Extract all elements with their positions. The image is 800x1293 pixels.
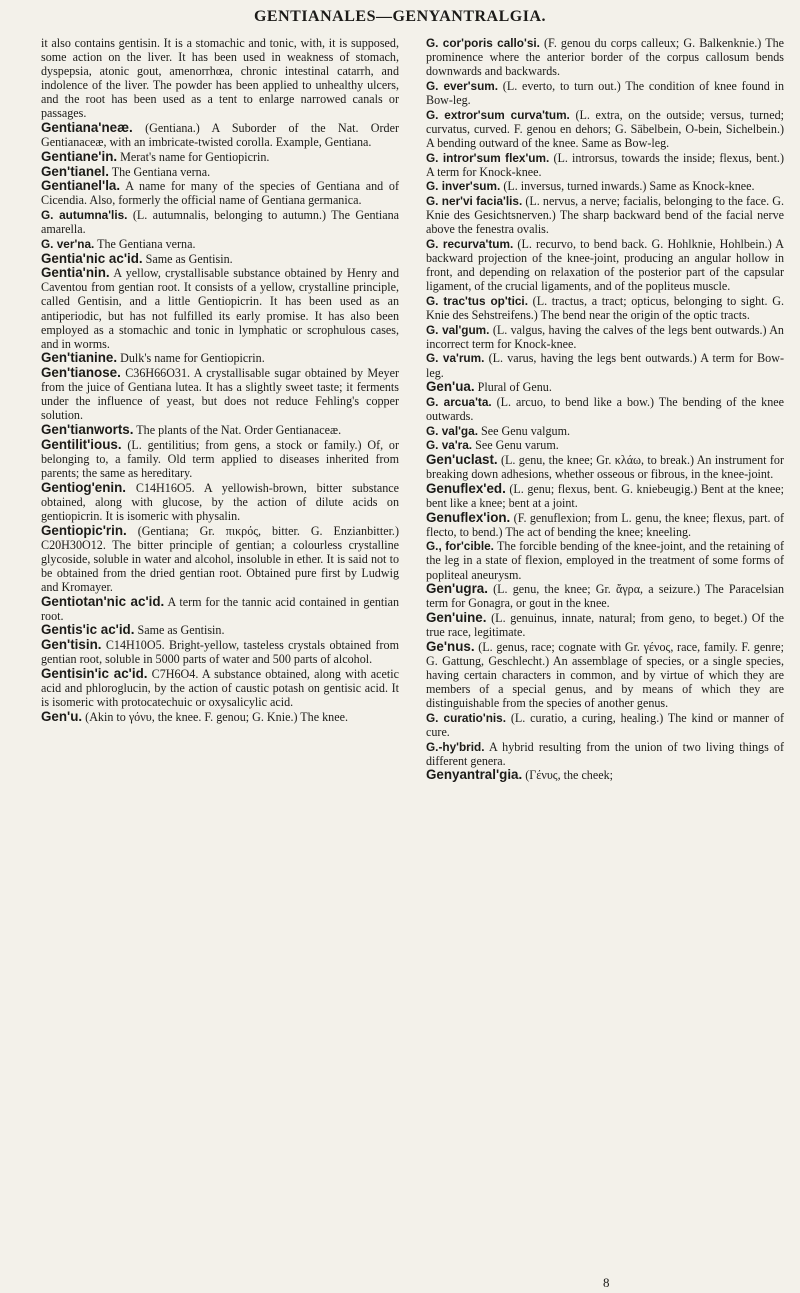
entry-definition: A name for many of the species of Gentiana and of Cicendia. Also, formerly the official name of Gentiana germanica. <box>41 179 399 208</box>
entry-headword: G.-hy'brid. <box>426 739 485 754</box>
entry-headword: G. ver'na. <box>41 236 95 251</box>
entry-headword: G. intror'sum flex'um. <box>426 150 550 165</box>
entry-definition: Same as Gentisin. <box>137 623 225 638</box>
entry-definition: The Gentiana verna. <box>97 236 196 251</box>
entry-definition: Same as Gentisin. <box>145 251 233 266</box>
dictionary-entry <box>41 237 399 251</box>
entry-definition: Dulk's name for Gentiopicrin. <box>120 351 265 366</box>
entry-definition: (Gentiana; Gr. πικρός, bitter. G. Enzianbitter.) C20H30O12. The bitter principle of gentian; a colourless crystalline glycoside, soluble in water and alcohol, insoluble in ether. It is said not to be obtained from the dried gentian root. Obtained pure first by Ludwig and Kromayer. <box>41 523 399 594</box>
entry-definition: The forcible bending of the knee-joint, and the retaining of the leg in a state of flexion, employed in the treatment of some forms of popliteal aneurysm. <box>426 539 785 582</box>
entry-definition: (L. everto, to turn out.) The condition of knee found in Bow-leg. <box>426 78 784 107</box>
dictionary-entry <box>426 108 784 150</box>
entry-headword: Gentiotan'nic ac'id. <box>41 593 165 609</box>
entry-definition: (F. genou du corps calleux; G. Balkenknie.) The prominence where the anterior border of the corpus callosum bends downwards and backwards. <box>426 36 784 79</box>
dictionary-entry <box>426 511 784 539</box>
dictionary-entry <box>41 150 399 164</box>
entry-definition: (L. genu, the knee; Gr. κλάω, to break.) An instrument for breaking down adhesions, whether osseous or fibrous, in the knee-joint. <box>426 453 784 482</box>
dictionary-entry <box>41 165 399 179</box>
dictionary-entry <box>41 595 399 623</box>
entry-headword: Gen'tianose. <box>41 365 121 381</box>
entry-definition: (L. varus, having the legs bent outwards.) A term for Bow-leg. <box>426 351 784 380</box>
entry-definition: (Gentiana.) A Suborder of the Nat. Order Gentianaceæ, with an imbricate-twisted corolla. Example, Gentiana. <box>41 121 399 150</box>
running-title: GENTIANALES—GENYANTRALGIA. <box>253 8 547 25</box>
entry-headword: Gentia'nic ac'id. <box>41 250 143 266</box>
dictionary-entry <box>41 208 399 236</box>
left-column <box>41 36 399 724</box>
entry-definition: The Gentiana verna. <box>111 164 211 179</box>
dictionary-entry <box>41 266 399 351</box>
entry-definition: it also contains gentisin. It is a stomachic and tonic, with, it is supposed, some action on the liver. It has been used in weakness of stomach, dyspepsia, atonic gout, amenorrhœa, chronic intestinal catarrh, and indolence of the liver. The powder has been applied to unhealthy ulcers, and the root has been used as a tent to enlarge narrowed canals or passages. <box>41 36 399 121</box>
dictionary-entry <box>41 423 399 437</box>
entry-definition: (L. recurvo, to bend back. G. Hohlknie, Hohlbein.) A backward projection of the knee-joint, producing an angular hollow in front, and depending on relaxation of the posterior part of the capsular ligament, of the crucial ligaments, and of the popliteus muscle. <box>426 236 784 294</box>
entry-definition: (Akin to γόνυ, the knee. F. genou; G. Knie.) The knee. <box>85 709 348 724</box>
entry-definition: (L. genu, the knee; Gr. ἄγρα, a seizure.) The Paracelsian term for Gonagra, or gout in the knee. <box>426 582 784 611</box>
entry-headword: Gentiana'neæ. <box>41 120 133 136</box>
entry-headword: Genuflex'ed. <box>426 480 506 496</box>
entry-definition: C7H6O4. A substance obtained, along with acetic acid and phloroglucin, by the action of caustic potash on gentisic acid. It is isomeric with protocatechuic or oxysalicylic acid. <box>41 666 399 709</box>
entry-definition: (L. valgus, having the calves of the legs bent outwards.) An incorrect term for Knock-knee. <box>426 322 784 351</box>
entry-headword: G. extror'sum curva'tum. <box>426 107 570 122</box>
dictionary-entry <box>41 667 399 709</box>
dictionary-entry <box>41 438 399 480</box>
entry-definition: The plants of the Nat. Order Gentianaceæ. <box>136 423 342 438</box>
dictionary-entry <box>41 121 399 149</box>
dictionary-entry <box>41 524 399 594</box>
entry-headword: Gentiog'enin. <box>41 479 127 495</box>
entry-headword: Gen'tisin. <box>41 637 102 653</box>
dictionary-entry <box>426 194 784 236</box>
entry-headword: Genuflex'ion. <box>426 509 511 525</box>
dictionary-entry <box>41 710 399 724</box>
entry-headword: Gen'tianel. <box>41 163 109 179</box>
entry-definition: (L. nervus, a nerve; facialis, belonging to the face. G. Knie des Gesichtsnerven.) The sharp backward bend of the facial nerve above the fenestra ovalis. <box>426 194 784 237</box>
entry-definition: (L. autumnalis, belonging to autumn.) The Gentiana amarella. <box>41 208 399 237</box>
entry-headword: G. va'ra. <box>426 438 473 453</box>
dictionary-entry <box>41 481 399 523</box>
dictionary-entry <box>426 79 784 107</box>
entry-headword: Gentilit'ious. <box>41 436 122 452</box>
entry-headword: Gentisin'ic ac'id. <box>41 665 148 681</box>
dictionary-entry <box>426 740 784 768</box>
entry-headword: Gentianel'la. <box>41 178 121 194</box>
dictionary-entry <box>41 351 399 365</box>
dictionary-entry <box>426 768 784 782</box>
entry-definition: (L. genuinus, innate, natural; from geno, to beget.) Of the true race, legitimate. <box>426 611 784 640</box>
entry-headword: Genyantral'gia. <box>426 767 523 783</box>
entry-definition: (L. arcuo, to bend like a bow.) The bending of the knee outwards. <box>426 394 784 423</box>
entry-definition: Merat's name for Gentiopicrin. <box>120 149 270 164</box>
entry-headword: Ge'nus. <box>426 638 475 654</box>
entry-definition: C14H10O5. Bright-yellow, tasteless crystals obtained from gentian root, soluble in 5000 parts of water and 500 parts of alcohol. <box>41 638 399 667</box>
entry-definition: (F. genuflexion; from L. genu, the knee; flexus, part. of flecto, to bend.) The act of bending the knee; kneeling. <box>426 510 784 539</box>
dictionary-entry <box>41 179 399 207</box>
dictionary-entry <box>426 351 784 379</box>
dictionary-entry <box>426 611 784 639</box>
dictionary-entry <box>426 151 784 179</box>
entry-definition: A term for the tannic acid contained in gentian root. <box>41 594 400 623</box>
entry-headword: Gentiopic'rin. <box>41 522 127 538</box>
dictionary-entry <box>426 438 784 452</box>
dictionary-entry <box>41 623 399 637</box>
dictionary-entry <box>426 640 784 710</box>
entry-definition: (L. genu; flexus, bent. G. kniebeugig.) Bent at the knee; bent like a knee; bent at a joint. <box>426 481 784 510</box>
right-column <box>426 36 784 783</box>
entry-definition: See Genu varum. <box>475 438 559 453</box>
entry-definition: C14H16O5. A yellowish-brown, bitter substance obtained, along with glucose, by the action of dilute acids on gentiopicrin. It is isomeric with physalin. <box>41 480 399 523</box>
entry-headword: Gen'u. <box>41 708 83 724</box>
entry-definition: (L. tractus, a tract; opticus, belonging to sight. G. Knie des Sehstreifens.) The bend near the origin of the optic tracts. <box>426 293 784 322</box>
entry-headword: G. ner'vi facia'lis. <box>426 194 523 208</box>
dictionary-entry <box>426 294 784 322</box>
entry-headword: Gen'ua. <box>426 379 475 395</box>
entry-headword: G. val'gum. <box>426 322 490 337</box>
entry-headword: Gen'tianine. <box>41 350 118 366</box>
entry-headword: G. curatio'nis. <box>426 710 507 725</box>
entry-definition: (L. introrsus, towards the inside; flexus, bent.) A term for Knock-knee. <box>426 150 784 179</box>
entry-definition: Plural of Genu. <box>477 380 552 395</box>
dictionary-entry <box>426 179 784 193</box>
dictionary-entry <box>41 36 399 121</box>
entry-definition: A hybrid resulting from the union of two living things of different genera. <box>426 739 784 768</box>
entry-definition: See Genu valgum. <box>481 423 571 438</box>
entry-definition: C36H66O31. A crystallisable sugar obtained by Meyer from the juice of Gentiana lutea. It has a slightly sweet taste; it ferments under the influence of yeast, but does not reduce Fehling's copper solution. <box>41 366 399 423</box>
entry-headword: G., for'cible. <box>426 539 494 554</box>
entry-headword: G. val'ga. <box>426 423 478 438</box>
dictionary-entry <box>426 237 784 293</box>
entry-headword: Gentis'ic ac'id. <box>41 622 135 638</box>
dictionary-entry <box>41 638 399 666</box>
entry-headword: G. arcua'ta. <box>426 394 492 409</box>
entry-headword: Gen'tianworts. <box>41 422 134 438</box>
dictionary-entry <box>426 380 784 394</box>
entry-headword: G. inver'sum. <box>426 179 501 194</box>
dictionary-entry <box>426 36 784 78</box>
entry-headword: Gen'ugra. <box>426 581 488 597</box>
dictionary-entry <box>426 711 784 739</box>
entry-headword: G. recurva'tum. <box>426 236 514 251</box>
dictionary-entry <box>426 395 784 423</box>
entry-headword: Gen'uclast. <box>426 452 498 468</box>
dictionary-entry <box>41 366 399 422</box>
entry-headword: G. trac'tus op'tici. <box>426 293 528 308</box>
entry-definition: (L. extra, on the outside; versus, turned; curvatus, curved. F. genou en dehors; G. Säbelbein, O-bein, Sichelbein.) A bending outward of the knee. Same as Bow-leg. <box>426 107 784 150</box>
dictionary-entry <box>426 453 784 481</box>
entry-headword: G. cor'poris callo'si. <box>426 36 540 50</box>
entry-definition: (L. gentilitius; from gens, a stock or family.) Of, or belonging to, a family. Old term applied to diseases inherited from parents; the same as hereditary. <box>41 437 399 480</box>
entry-headword: Gentia'nin. <box>41 265 110 281</box>
dictionary-entry <box>41 252 399 266</box>
entry-definition: A yellow, crystallisable substance obtained by Henry and Caventou from gentian root. It consists of a yellow, crystalline principle, called Gentisin, and a little Gentiopicrin. It has been used as an antiperiodic, but has not fulfilled its early promise. It has also been employed as a stomachic and tonic in lymphatic or scrophulous cases, and in worms. <box>41 266 399 351</box>
entry-headword: G. autumna'lis. <box>41 208 128 223</box>
dictionary-entry <box>426 424 784 438</box>
entry-headword: G. va'rum. <box>426 351 485 366</box>
entry-definition: (Γένυς, the cheek; <box>525 768 613 783</box>
entry-headword: Gen'uine. <box>426 610 487 626</box>
entry-definition: (L. genus, race; cognate with Gr. γένος, race, family. F. genre; G. Gattung, Geschlecht.) An assemblage of species, or a single species, having certain characters in common, and by virtue of which they are members of a special genus, and by means of which they are distinguishable from the species of another genus. <box>426 639 784 711</box>
entry-headword: G. ever'sum. <box>426 78 499 93</box>
page-number: 8 <box>603 1275 610 1290</box>
dictionary-entry <box>426 582 784 610</box>
entry-definition: (L. inversus, turned inwards.) Same as Knock-knee. <box>503 179 755 194</box>
dictionary-entry <box>426 539 784 581</box>
dictionary-entry <box>426 482 784 510</box>
entry-definition: (L. curatio, a curing, healing.) The kind or manner of cure. <box>426 710 784 739</box>
entry-headword: Gentiane'in. <box>41 148 118 164</box>
dictionary-entry <box>426 323 784 351</box>
